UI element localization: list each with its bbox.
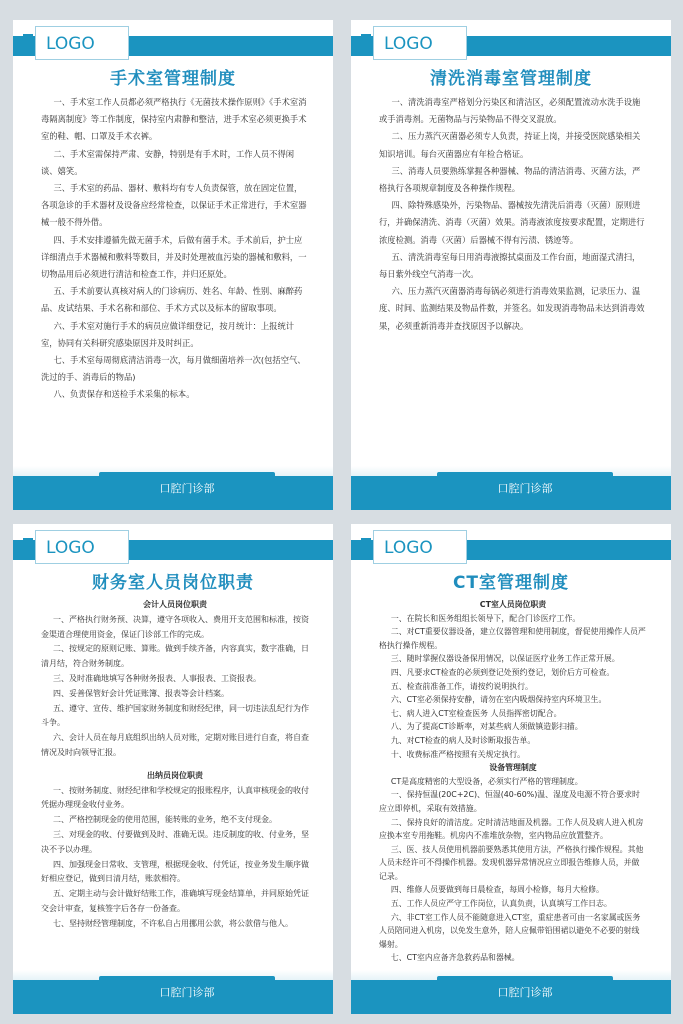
logo-square	[361, 34, 371, 48]
paragraph: 三、及时准确地填写各种财务报表、人事报表、工资报表。	[53, 673, 261, 683]
paragraph: 八、负责保存和送检手术采集的标本。	[53, 389, 195, 400]
board-title: CT室管理制度	[452, 573, 570, 593]
paragraph: 三、对现金的收、付要做到及时、准确无误。违反制度的收、付业务，坚决不予以办理。	[41, 829, 309, 854]
paragraph: 三、医、技人员使用机器前要熟悉其使用方法，严格执行操作规程。其他人员未经许可不得操作机器。发现机器异常情况应立即报告维修人员，并做记录。	[379, 844, 644, 881]
logo: LOGO	[35, 26, 129, 60]
paragraph: 六、压力蒸汽灭菌器消毒每锅必须进行消毒效果监测，记录压力、温度、时间、监测结果及物品件数，并签名。如发现消毒物品未达到消毒效果，必须重新消毒并查找原因予以解决。	[379, 286, 645, 331]
paragraph: 七、手术室每周彻底清洁消毒一次，每月做细菌培养一次(包括空气、洗过的手、消毒后的物品)	[41, 355, 306, 383]
paragraph: 四、妥善保管好会计凭证账簿、报表等会计档案。	[53, 688, 229, 698]
logo: LOGO	[35, 530, 129, 564]
paragraph: 七、坚持财经管理制度，不许私自占用挪用公款，将公款借与他人。	[53, 918, 293, 928]
paragraph: 六、会计人员在每月底组织出纳人员对账，定期对账目进行自查，将自查情况及时向领导汇报。	[41, 733, 309, 757]
paragraph: 二、保持良好的清洁度。定时清洁地面及机器。工作人员及病人进入机房应换本室专用拖鞋。机房内不准堆放杂物，室内物品应放置整齐。	[379, 817, 644, 841]
board-ct-room	[351, 524, 671, 1014]
paragraph: 十、收费标准严格按照有关规定执行。	[390, 749, 525, 759]
footer-label: 口腔门诊部	[437, 472, 613, 510]
paragraph: 四、凡要求CT检查的必须到登记处预约登记，划价后方可检查。	[390, 667, 615, 677]
paragraph: 二、严格控制现金的使用范围，能转账的业务，绝不支付现金。	[53, 815, 277, 825]
paragraph: 六、手术室对施行手术的病员应做详细登记，按月统计：上报统计室，协同有关科研究感染原因并及时纠正。	[41, 320, 295, 348]
paragraph: 一、清洗消毒室严格划分污染区和清洁区，必须配置流动水洗手设施或手消毒剂。无菌物品与污染物品不得交叉混放。	[379, 97, 641, 125]
paragraph: 四、除特殊感染外，污染物品、器械按先清洗后消毒（灭菌）原则进行，并确保清洗、消毒（灭菌）效果。消毒液浓度按要求配置，定期进行浓度检测。消毒（灭菌）后器械不得有污渍、锈迹等。	[379, 200, 645, 245]
board-title: 清洗消毒室管理制度	[430, 69, 592, 89]
board-finance-room	[13, 524, 333, 1014]
paragraph: 二、按规定的原则记账、算账。做到手续齐备，内容真实，数字准确，日清月结，符合财务制度。	[41, 644, 309, 669]
paragraph: 四、加强现金日常收、支管理，根据现金收、付凭证，按业务发生顺序做好相应登记，做到日清月结，账款相符。	[41, 859, 309, 884]
paragraph: 六、非CT室工作人员不能随意进入CT室，重症患者可由一名家属或医务人员陪同进入机房，以免发生意外，陪人应佩带铅围裙以避免不必要的射线爆射。	[379, 912, 641, 949]
paragraph: 七、病人进入CT室检查医务 人员指挥密切配合。	[390, 708, 562, 718]
paragraph: 一、按财务制度、财经纪律和学校规定的报账程序，认真审核现金的收付凭据办理现金收付业务。	[41, 785, 309, 810]
footer-label: 口腔门诊部	[437, 976, 613, 1014]
paragraph: 一、严格执行财务预、决算，遵守各项收入、费用开支范围和标准，按资金渠道合理使用资金，保证门诊部工作的完成。	[41, 614, 309, 639]
section-heading: 设备管理制度	[489, 763, 537, 773]
logo-square	[23, 538, 33, 552]
footer-label: 口腔门诊部	[99, 472, 275, 510]
board-title: 手术室管理制度	[110, 69, 236, 89]
paragraph: 九、对CT检查的病人及时诊断取报告单。	[390, 735, 536, 745]
paragraph: 五、遵守、宣传、维护国家财务制度和财经纪律，同一切违法乱纪行为作斗争。	[41, 703, 309, 728]
paragraph: 五、工作人员应严守工作岗位，认真负责，认真填写工作日志。	[390, 899, 612, 909]
paragraph: 二、对CT重要仪器设备，建立仪器管理和使用制度，督促使用操作人员严格执行操作规程。	[379, 627, 646, 650]
paragraph: 四、维修人员要做到每日晨检查，每周小检修，每月大检修。	[390, 885, 604, 895]
section-heading: 会计人员岗位职责	[143, 600, 207, 609]
paragraph: 八、为了提高CT诊断率，对某些病人须做镇造影扫描。	[390, 722, 583, 732]
paragraph: 一、在院长和医务组组长领导下，配合门诊医疗工作。	[390, 613, 581, 623]
logo: LOGO	[373, 26, 467, 60]
paragraph: 二、压力蒸汽灭菌器必须专人负责，持证上岗，并接受医院感染相关知识培训。每台灭菌器应有年检合格证。	[379, 131, 641, 159]
paragraph: 一、保持恒温(20C+2C)、恒湿(40-60%)温、湿度及电源不符合要求时应立即停机，采取有效措施。	[379, 790, 640, 813]
section-heading: 出纳员岗位职责	[147, 770, 203, 780]
paragraph: 五、定期主动与会计做好结账工作，准确填写现金结算单，并同原始凭证交会计审查，复核签字后各存一份备查。	[41, 889, 309, 913]
paragraph: 一、手术室工作人员都必须严格执行《无菌技术操作原则》《手术室消毒隔离制度》等工作制度，保持室内肃静和整洁，进手术室必须更换手术室的鞋、帽、口罩及手术衣裤。	[41, 97, 307, 142]
paragraph: 五、检查前准备工作，请按约说明执行。	[390, 681, 533, 691]
logo-square	[23, 34, 33, 48]
footer-label: 口腔门诊部	[99, 976, 275, 1014]
paragraph: 五、清洗消毒室每日用消毒液擦拭桌面及工作台面，地面湿式清扫，每日紫外线空气消毒一次。	[379, 251, 641, 280]
paragraph: 六、CT室必须保持安静，请勿在室内吸烟保持室内环境卫生。	[390, 695, 607, 705]
paragraph: 三、随时掌握仪器设备保用情况，以保证医疗业务工作正常开展。	[390, 654, 620, 664]
board-content	[379, 598, 647, 965]
board-content	[41, 598, 309, 932]
paragraph: 二、手术室需保持严肃、安静，特别是有手术时，工作人员不得闲谈、嬉笑。	[41, 148, 295, 176]
paragraph: 三、手术室的药品、器材、敷料均有专人负责保管，放在固定位置，各项急诊的手术器材及设备应经常检查，以保证手术正常进行，手术室器械一般不得外借。	[41, 183, 307, 228]
logo-square	[361, 538, 371, 552]
paragraph: 三、消毒人员要熟练掌握各种器械、物品的清洁消毒、灭菌方法，严格执行各项规章制度及各种操作规程。	[379, 165, 641, 194]
paragraph: 五、手术前要认真核对病人的门诊病历、姓名、年龄、性别、麻醉药品、皮试结果、手术名称和部位、手术方式以及标本的留取事项。	[41, 286, 303, 314]
board-surgery-room	[13, 20, 333, 510]
board-title: 财务室人员岗位职责	[92, 573, 254, 593]
board-disinfection-room	[351, 20, 671, 510]
section-heading: CT室人员岗位职责	[479, 600, 547, 609]
paragraph: 四、手术安排遵循先做无菌手术，后做有菌手术。手术前后，护士应详细清点手术器械和敷料等数目，并及时处理被血污染的器械和敷料，一切物品用后必须进行清洁和检查工作，并归还原处。	[41, 234, 307, 280]
paragraph: CT是高度精密的大型设备，必须实行严格的管理制度。	[390, 776, 583, 786]
board-content	[41, 94, 309, 404]
paragraph: 七、CT室内应备齐急救药品和器械。	[390, 953, 520, 963]
logo: LOGO	[373, 530, 467, 564]
board-content	[379, 94, 647, 335]
